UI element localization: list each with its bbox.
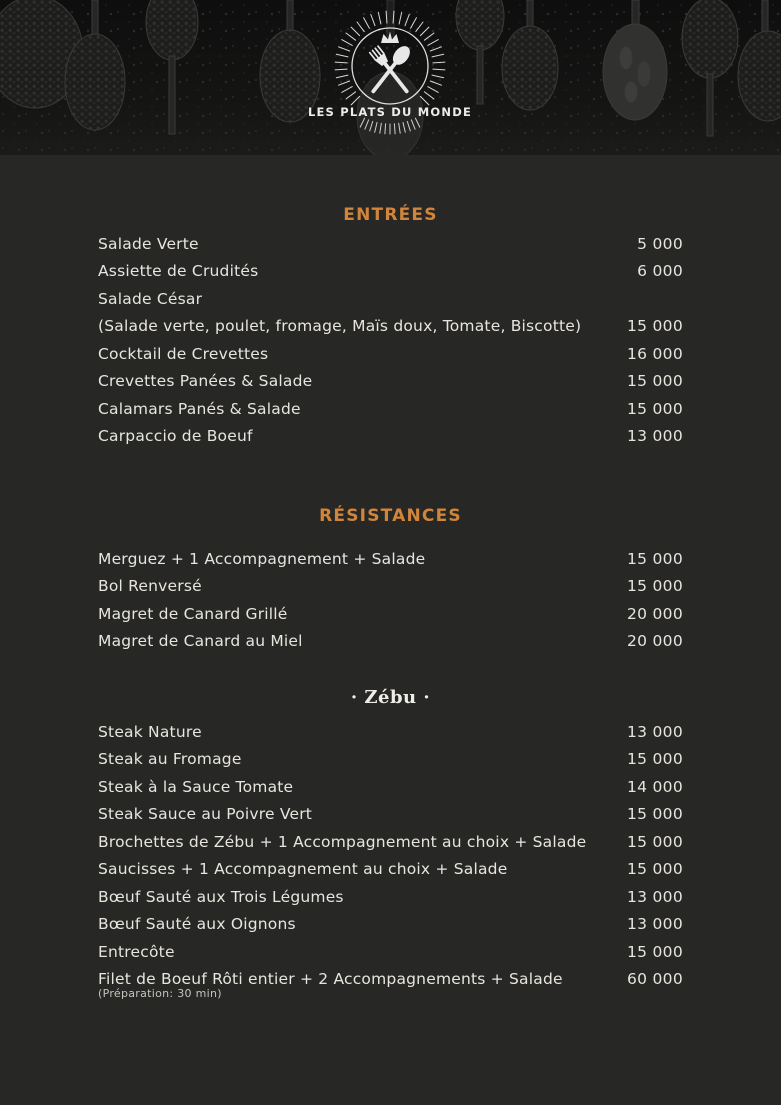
item-name: Carpaccio de Boeuf <box>98 427 253 446</box>
menu-item-row <box>98 856 683 884</box>
restaurant-logo <box>290 4 490 154</box>
item-name: Assiette de Crudités <box>98 262 259 281</box>
menu-item-row <box>98 718 683 746</box>
item-price: 20 000 <box>626 632 683 651</box>
menu-item-row <box>98 230 683 258</box>
item-price: 13 000 <box>626 915 683 934</box>
item-price: 15 000 <box>626 860 683 879</box>
item-price: 15 000 <box>626 549 683 568</box>
item-name: Bœuf Sauté aux Oignons <box>98 915 296 934</box>
entrees-items <box>98 230 683 450</box>
item-price: 15 000 <box>626 372 683 391</box>
menu-item-row <box>98 987 683 1003</box>
item-name: Saucisses + 1 Accompagnement au choix + Salade <box>98 860 508 879</box>
section-title-entrees: ENTRÉES <box>343 205 438 225</box>
item-price: 13 000 <box>626 722 683 741</box>
item-price: 5 000 <box>637 234 683 253</box>
hero-banner <box>0 0 781 155</box>
item-name: Steak à la Sauce Tomate <box>98 777 294 796</box>
subsection-title-zebu: · Zébu · <box>350 687 431 708</box>
item-name: Salade Verte <box>98 234 199 253</box>
item-name: Filet de Boeuf Rôti entier + 2 Accompagnements + Salade <box>98 970 563 989</box>
item-price: 13 000 <box>626 887 683 906</box>
menu-item-row <box>98 938 683 966</box>
item-name: Steak Sauce au Poivre Vert <box>98 805 313 824</box>
item-name: Magret de Canard Grillé <box>98 604 288 623</box>
resistances-items <box>98 545 683 655</box>
item-price: 15 000 <box>626 832 683 851</box>
sunburst-rays-icon <box>335 11 445 105</box>
item-name: Steak au Fromage <box>98 750 242 769</box>
item-name: Entrecôte <box>98 942 175 961</box>
item-name: Bol Renversé <box>98 577 202 596</box>
menu-item-row <box>98 773 683 801</box>
item-price: 60 000 <box>626 970 683 989</box>
item-price: 13 000 <box>626 427 683 446</box>
section-title-resistances: RÉSISTANCES <box>319 506 462 526</box>
menu-item-row <box>98 600 683 628</box>
item-name: Crevettes Panées & Salade <box>98 372 313 391</box>
menu-item-row <box>98 395 683 423</box>
item-name: Calamars Panés & Salade <box>98 399 301 418</box>
crown-icon <box>381 32 399 44</box>
item-name: Cocktail de Crevettes <box>98 344 269 363</box>
menu-item-row <box>98 628 683 656</box>
menu-item-row <box>98 828 683 856</box>
menu-item-row <box>98 258 683 286</box>
menu-content <box>0 155 781 1003</box>
item-name: Brochettes de Zébu + 1 Accompagnement au choix + Salade <box>98 832 587 851</box>
menu-item-row <box>98 285 683 313</box>
item-name: Steak Nature <box>98 722 202 741</box>
item-price: 15 000 <box>626 750 683 769</box>
item-price: 6 000 <box>637 262 683 281</box>
item-price: 16 000 <box>626 344 683 363</box>
menu-item-row <box>98 883 683 911</box>
item-name: Magret de Canard au Miel <box>98 632 303 651</box>
menu-item-row <box>98 746 683 774</box>
item-price: 15 000 <box>626 399 683 418</box>
item-price: 14 000 <box>626 777 683 796</box>
hatch-rays-icon <box>360 118 420 134</box>
menu-item-row <box>98 911 683 939</box>
item-name: Bœuf Sauté aux Trois Légumes <box>98 887 344 906</box>
zebu-items <box>98 718 683 1003</box>
menu-item-row <box>98 545 683 573</box>
menu-item-row <box>98 313 683 341</box>
item-name: (Salade verte, poulet, fromage, Maïs doux, Tomate, Biscotte) <box>98 317 582 336</box>
item-name: Merguez + 1 Accompagnement + Salade <box>98 549 426 568</box>
item-name: (Préparation: 30 min) <box>98 987 222 1000</box>
menu-item-row <box>98 423 683 451</box>
menu-item-row <box>98 340 683 368</box>
menu-item-row <box>98 573 683 601</box>
brand-name: LES PLATS DU MONDE <box>307 105 473 119</box>
item-price: 15 000 <box>626 942 683 961</box>
item-name: Salade César <box>98 289 203 308</box>
item-price: 15 000 <box>626 317 683 336</box>
item-price: 15 000 <box>626 805 683 824</box>
crossed-fork-spoon-icon <box>367 43 414 97</box>
menu-item-row <box>98 368 683 396</box>
menu-item-row <box>98 801 683 829</box>
item-price: 20 000 <box>626 604 683 623</box>
item-price: 15 000 <box>626 577 683 596</box>
